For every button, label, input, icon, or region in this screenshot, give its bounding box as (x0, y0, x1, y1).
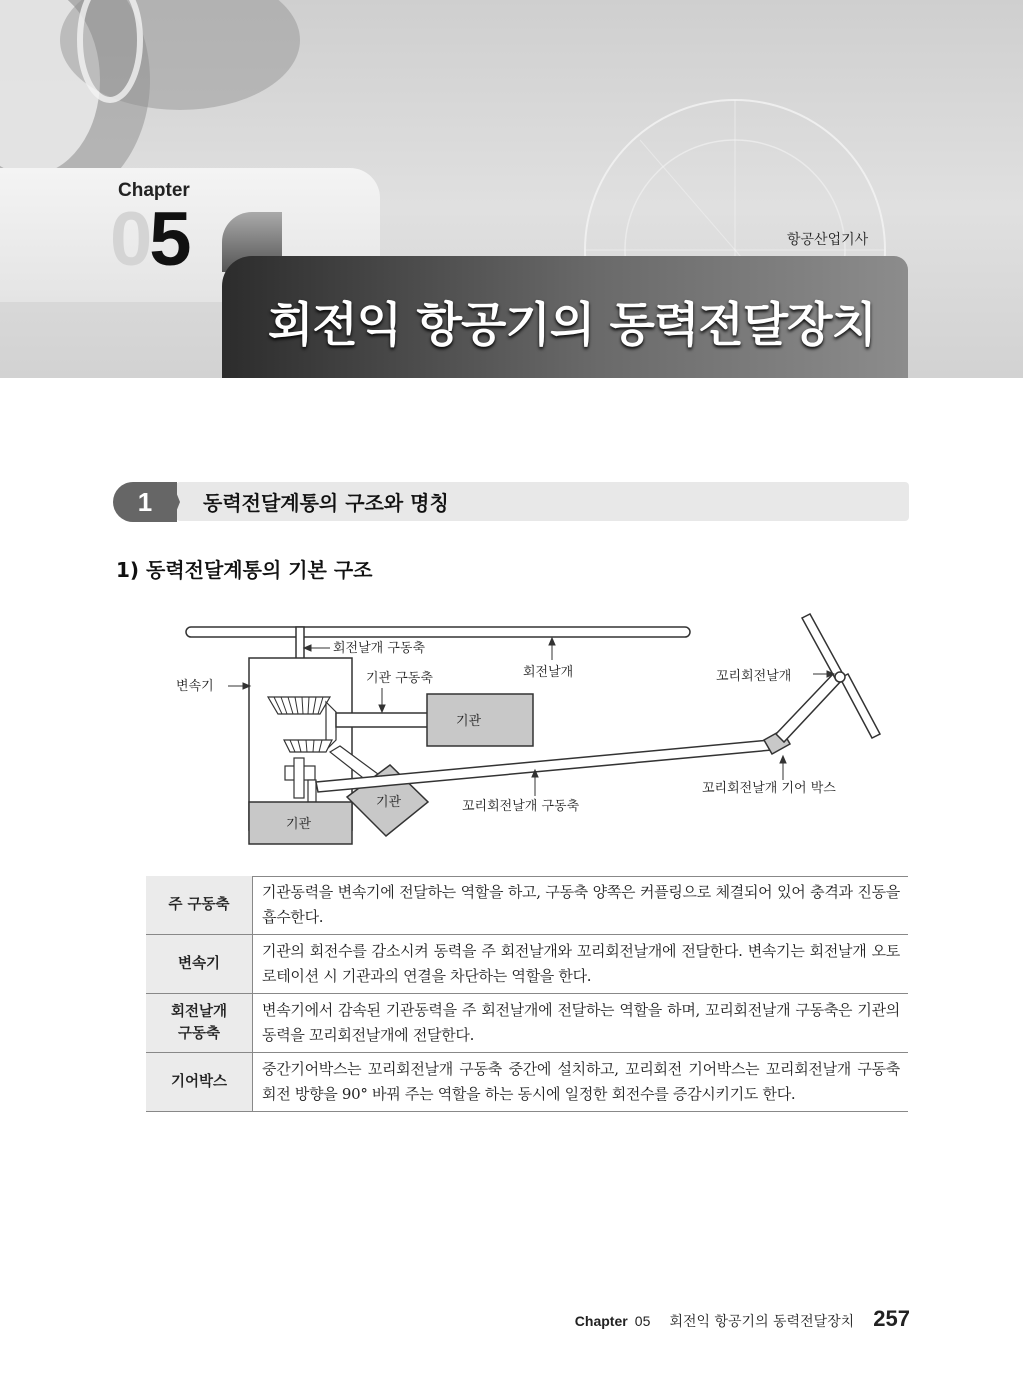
table-term-line-1: 회전날개 구동축 (170, 1004, 228, 1042)
power-transmission-diagram (150, 600, 890, 850)
engine-lower-label: 기관 (286, 817, 312, 832)
table-row (146, 876, 908, 935)
chapter-number (110, 197, 189, 282)
chapter-number-digit: 5 (149, 197, 189, 282)
tail-rotor-hub (835, 672, 845, 682)
book-title: 항공산업기사 (787, 232, 869, 248)
engine-tilted-label: 기관 (376, 795, 402, 810)
table-description: 중간기어박스는 꼬리회전날개 구동축 중간에 설치하고, 꼬리회전 기어박스는 꼬리회전날개 구동축 회전 방향을 90° 바꿔 주는 역할을 하는 동시에 일정한 회전수를 증감시키기도 한다. (262, 1060, 900, 1103)
label-tail-rotor: 꼬리회전날개 (716, 669, 792, 684)
table-term (146, 994, 253, 1053)
clutch-link (308, 780, 316, 802)
table-term: 주 구동축 (146, 876, 253, 935)
table-row (146, 1053, 908, 1112)
main-rotor-blade (186, 627, 690, 637)
component-description-table (146, 876, 908, 1112)
label-main-rotor: 회전날개 (523, 665, 574, 680)
section-number-notch (172, 482, 180, 522)
table-term: 변속기 (146, 935, 253, 994)
label-tail-gearbox: 꼬리회전날개 기어 박스 (702, 781, 836, 796)
page-number: 257 (873, 1306, 910, 1331)
chapter-title: 회전익 항공기의 동력전달장치 (268, 298, 876, 353)
table-description: 기관의 회전수를 감소시켜 동력을 주 회전날개와 꼬리회전날개에 전달한다. 변속기는 회전날개 오토로테이션 시 기관과의 연결을 차단하는 역할을 한다. (262, 942, 900, 985)
chapter-label: Chapter (118, 180, 190, 201)
engine-upper-label: 기관 (456, 714, 482, 729)
section-title: 동력전달계통의 구조와 명칭 (203, 491, 449, 515)
table-row (146, 994, 908, 1053)
label-rotor-drive-shaft: 회전날개 구동축 (333, 641, 426, 656)
chapter-number-zero: 0 (110, 197, 150, 282)
tail-rotor-blade-lower (840, 674, 880, 738)
label-tail-rotor-drive-shaft: 꼬리회전날개 구동축 (462, 799, 580, 814)
subsection-title: 1) 동력전달계통의 기본 구조 (116, 558, 373, 582)
table-row (146, 935, 908, 994)
page-footer (0, 1306, 910, 1332)
footer-title: 회전익 항공기의 동력전달장치 (669, 1314, 855, 1330)
table-body (146, 876, 908, 1112)
label-engine-drive-shaft: 기관 구동축 (366, 671, 433, 686)
section-number: 1 (113, 482, 177, 522)
engine-drive-shaft (336, 713, 436, 727)
table-description: 기관동력을 변속기에 전달하는 역할을 하고, 구동축 양쪽은 커플링으로 체결되어 있어 충격과 진동을 흡수한다. (262, 883, 900, 926)
tail-rotor-blade-upper (802, 614, 844, 680)
table-description: 변속기에서 감속된 기관동력을 주 회전날개에 전달하는 역할을 하며, 꼬리회전날개 구동축은 기관의 동력을 꼬리회전날개에 전달한다. (262, 1001, 900, 1044)
footer-chapter-number: 05 (634, 1313, 651, 1329)
footer-chapter-label: Chapter (574, 1313, 628, 1329)
label-transmission: 변속기 (176, 679, 214, 694)
clutch-shaft (294, 758, 304, 798)
table-term: 기어박스 (146, 1053, 253, 1112)
